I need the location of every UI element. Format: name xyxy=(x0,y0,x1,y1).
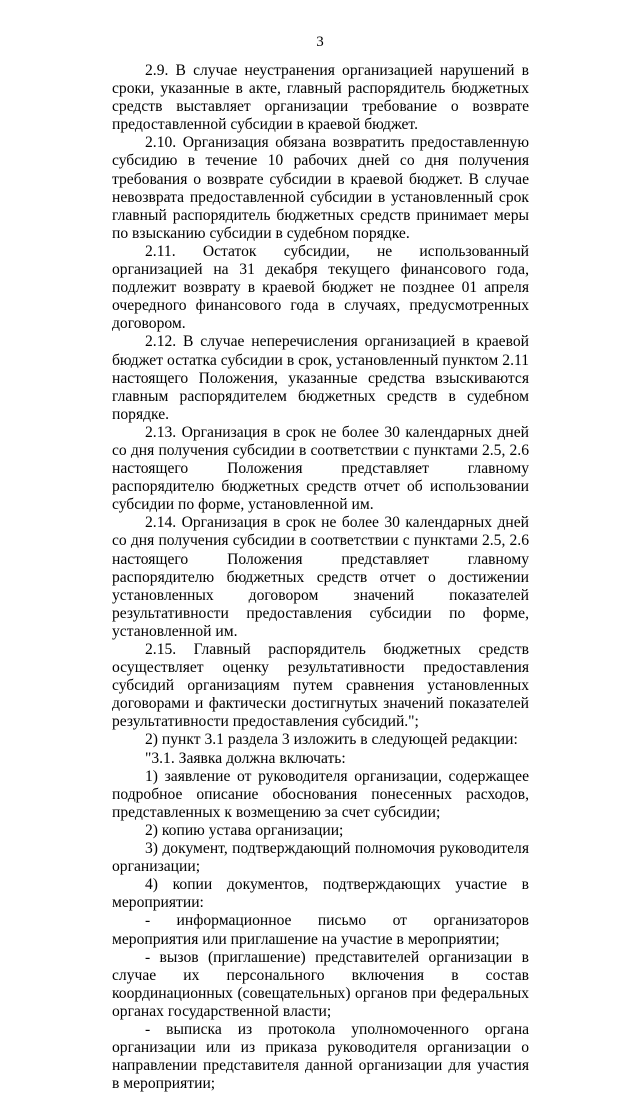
paragraph-2-15: 2.15. Главный распорядитель бюджетных средств осуществляет оценку результативности предоставления субсидий организациям путем сравнения установленных договорами и фактически достигнутых значений показателей результативности предоставления субсидий."; xyxy=(112,641,529,731)
list-item-2: 2) копию устава организации; xyxy=(145,821,344,839)
amendment-item-2: 2) пункт 3.1 раздела 3 изложить в следующей редакции: xyxy=(145,731,518,749)
paragraph-2-9: 2.9. В случае неустранения организацией нарушений в сроки, указанные в акте, главный распорядитель бюджетных средств выставляет организации требование о возврате предоставленной субсидии в краевой бюджет. xyxy=(112,62,529,134)
list-subitem-protocol-extract: - выписка из протокола уполномоченного органа организации или из приказа руководителя организации о направлении представителя данной организации для участия в мероприятии; xyxy=(112,1020,529,1093)
document-body xyxy=(112,62,529,1093)
page-number: 3 xyxy=(316,34,324,50)
paragraph-2-12: 2.12. В случае неперечисления организацией в краевой бюджет остатка субсидии в срок, установленный пунктом 2.11 настоящего Положения, указанные средства взыскиваются главным распорядителем бюджетных средств в судебном порядке. xyxy=(112,333,529,423)
list-item-4: 4) копии документов, подтверждающих участие в мероприятии: xyxy=(112,876,529,912)
paragraph-2-10: 2.10. Организация обязана возвратить предоставленную субсидию в течение 10 рабочих дней со дня получения требования о возврате субсидии в краевой бюджет. В случае невозврата предоставленной субсидии в установленный срок главный распорядитель бюджетных средств принимает меры по взысканию субсидии в судебном порядке. xyxy=(112,134,529,242)
list-subitem-invitation: - вызов (приглашение) представителей организации в случае их персонального включения в состав координационных (совещательных) органов при федеральных органах государственной власти; xyxy=(112,948,529,1020)
list-subitem-information-letter: - информационное письмо от организаторов мероприятия или приглашение на участие в мероприятии; xyxy=(112,912,529,948)
paragraph-3-1: "3.1. Заявка должна включать: xyxy=(145,749,346,767)
list-item-3: 3) документ, подтверждающий полномочия руководителя организации; xyxy=(112,840,529,876)
list-item-1: 1) заявление от руководителя организации, содержащее подробное описание обоснования понесенных расходов, представленных к возмещению за счет субсидии; xyxy=(112,767,529,821)
paragraph-2-14: 2.14. Организация в срок не более 30 календарных дней со дня получения субсидии в соответствии с пунктами 2.5, 2.6 настоящего Положения представляет главному распорядителю бюджетных средств отчет о достижении установленных договором значений показателей результативности предоставления субсидии по форме, установленной им. xyxy=(112,514,529,640)
paragraph-2-11: 2.11. Остаток субсидии, не использованный организацией на 31 декабря текущего финансового года, подлежит возврату в краевой бюджет не позднее 01 апреля очередного финансового года в случаях, предусмотренных договором. xyxy=(112,242,529,333)
paragraph-2-13: 2.13. Организация в срок не более 30 календарных дней со дня получения субсидии в соответствии с пунктами 2.5, 2.6 настоящего Положения представляет главному распорядителю бюджетных средств отчет об использовании субсидии по форме, установленной им. xyxy=(112,423,529,514)
